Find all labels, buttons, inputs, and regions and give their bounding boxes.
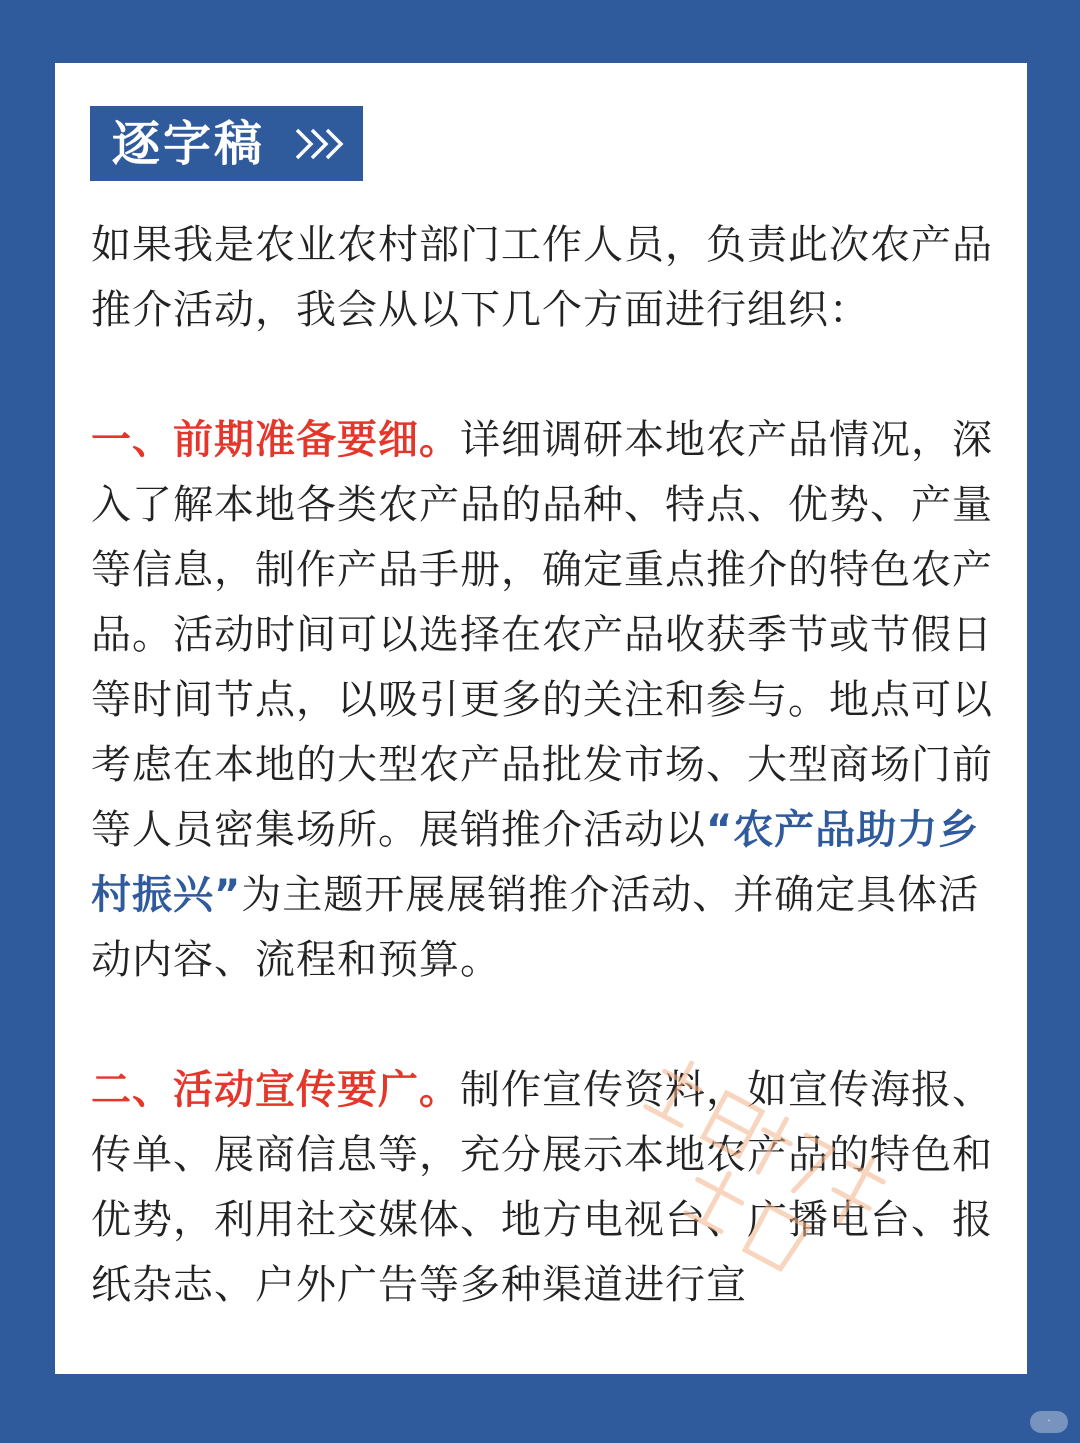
section-1-text-b: 为主题开展展销推介活动、并确定具体活动内容、流程和预算。 [91, 872, 980, 983]
section-2-paragraph [91, 1058, 993, 1318]
section-2-text: 制作宣传资料，如宣传海报、传单、展商信息等，充分展示本地农产品的特色和优势，利用社交媒体、地方电视台、广播电台、报纸杂志、户外广告等多种渠道进行宣 [91, 1067, 993, 1308]
content-card [55, 63, 1027, 1374]
section-1-text-a: 详细调研本地农产品情况，深入了解本地各类农产品的品种、特点、优势、产量等信息，制作产品手册，确定重点推介的特色农产品。活动时间可以选择在农产品收获季节或节假日等时间节点，以吸引更多的关注和参与。地点可以考虑在本地的大型农产品批发市场、大型商场门前等人员密集场所。展销推介活动以 [91, 417, 993, 853]
theme-quote: “农产品助力乡村振兴” [91, 807, 980, 918]
triple-chevron-right-icon [295, 127, 345, 161]
section-1-heading: 一、前期准备要细。 [91, 417, 460, 463]
section-2-heading: 二、活动宣传要广。 [91, 1067, 460, 1113]
body-text [91, 213, 993, 1318]
page-title: 逐字稿 [112, 115, 266, 172]
title-badge [90, 106, 363, 181]
intro-paragraph: 如果我是农业农村部门工作人员，负责此次农产品推介活动，我会从以下几个方面进行组织： [91, 222, 993, 333]
section-1-paragraph [91, 408, 993, 993]
corner-badge: · [1030, 1411, 1068, 1433]
